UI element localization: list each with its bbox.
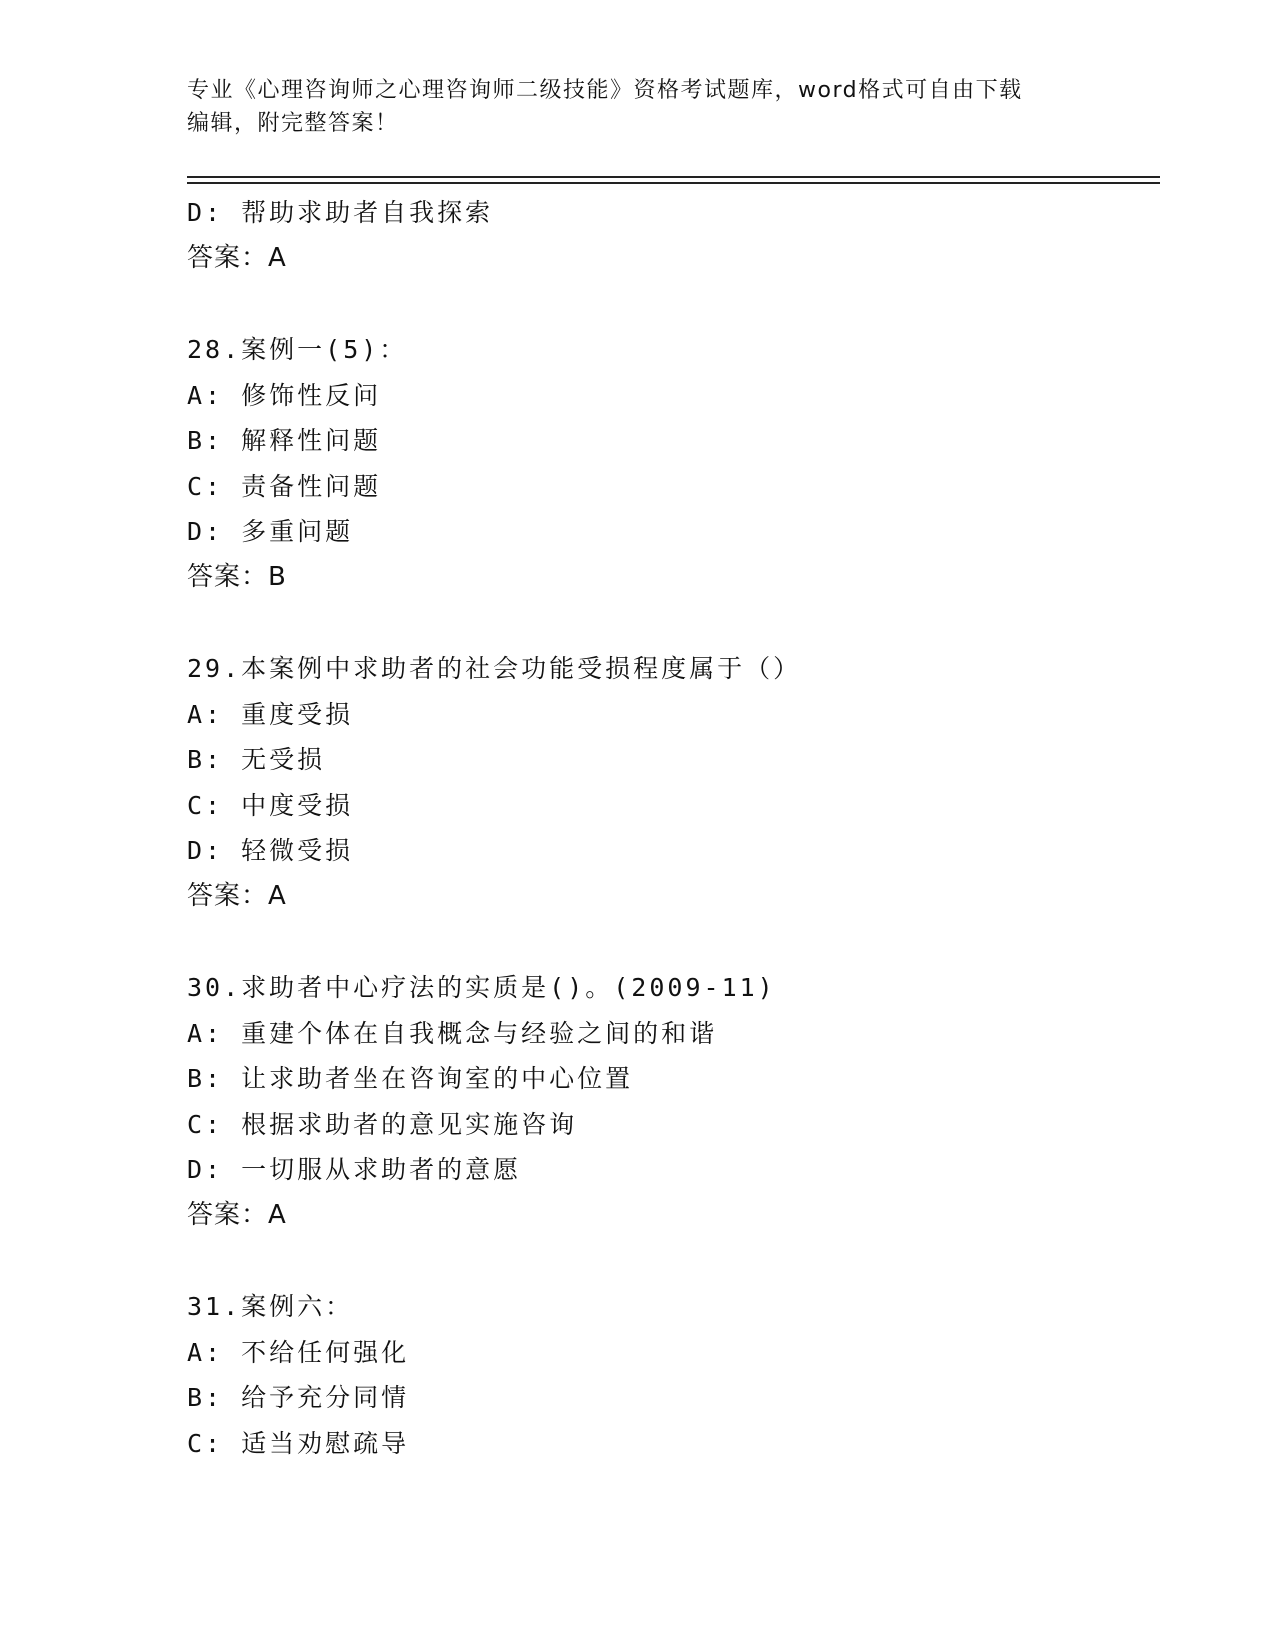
- option-b: B: 无受损: [187, 745, 326, 774]
- option-d: D: 一切服从求助者的意愿: [187, 1155, 522, 1184]
- header-line-2: 编辑，附完整答案！: [187, 111, 399, 136]
- header-line-1: 专业《心理咨询师之心理咨询师二级技能》资格考试题库，word格式可自由下载: [187, 78, 1023, 103]
- answer: 答案：A: [187, 880, 287, 911]
- question-stem: 30.求助者中心疗法的实质是()。(2009-11): [187, 973, 776, 1002]
- option-b: B: 让求助者坐在咨询室的中心位置: [187, 1064, 634, 1093]
- spacer: [187, 919, 1147, 965]
- option-d: D: 多重问题: [187, 517, 354, 546]
- prev-answer: 答案：A: [187, 242, 287, 273]
- question-28: [187, 327, 1147, 600]
- question-29: [187, 646, 1147, 919]
- spacer: [187, 281, 1147, 327]
- option-d: D: 轻微受损: [187, 836, 354, 865]
- option-b: B: 给予充分同情: [187, 1383, 410, 1412]
- question-list: [187, 190, 1147, 1466]
- question-stem: 31.案例六：: [187, 1292, 354, 1321]
- spacer: [187, 1238, 1147, 1284]
- option-a: A: 重建个体在自我概念与经验之间的和谐: [187, 1018, 718, 1048]
- answer: 答案：A: [187, 1199, 287, 1230]
- document-header: [187, 74, 1087, 140]
- prev-option-d: D: 帮助求助者自我探索: [187, 198, 494, 227]
- option-a: A: 重度受损: [187, 699, 354, 729]
- question-stem: 29.本案例中求助者的社会功能受损程度属于（）: [187, 654, 802, 683]
- option-b: B: 解释性问题: [187, 426, 382, 455]
- header-divider-top: [187, 176, 1160, 178]
- question-stem: 28.案例一(5)：: [187, 335, 408, 364]
- header-divider-bottom: [187, 182, 1160, 184]
- option-c: C: 根据求助者的意见实施咨询: [187, 1109, 578, 1139]
- option-c: C: 适当劝慰疏导: [187, 1428, 410, 1458]
- option-c: C: 责备性问题: [187, 471, 382, 501]
- option-c: C: 中度受损: [187, 790, 354, 820]
- answer: 答案：B: [187, 561, 287, 592]
- question-30: [187, 965, 1147, 1238]
- question-31: [187, 1284, 1147, 1466]
- spacer: [187, 600, 1147, 646]
- option-a: A: 不给任何强化: [187, 1337, 410, 1367]
- option-a: A: 修饰性反问: [187, 380, 382, 410]
